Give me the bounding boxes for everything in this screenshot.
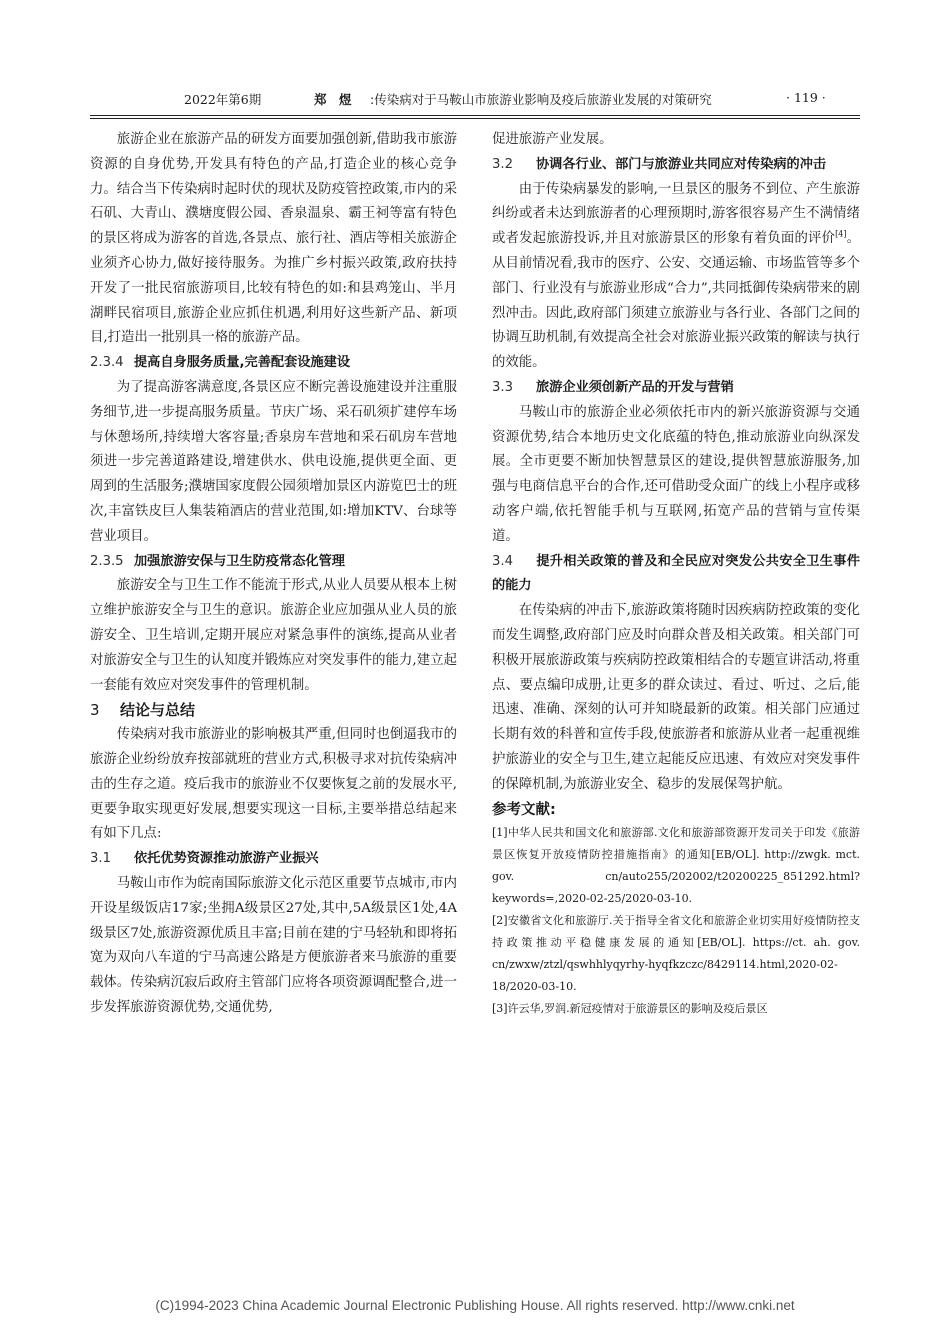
references-heading: 参考文献: (492, 801, 556, 818)
paragraph: 旅游安全与卫生工作不能流于形式,从业人员要从根本上树立维护旅游安全与卫生的意识。旅游企业应加强从业人员的旅游安全、卫生培训,定期开展应对紧急事件的演练,提高从业者对旅游安全与卫生的认知度并锻炼应对突发事件的能力,建立起一套能有效应对突发事件的管理机制。 (90, 578, 457, 693)
section-number: 2.3.5 (90, 553, 124, 569)
section-number: 3.4 (492, 553, 513, 569)
paragraph: 马鞍山市作为皖南国际旅游文化示范区重要节点城市,市内开设星级饭店17家;坐拥A级景区27处,其中,5A级景区1处,4A级景区7处,旅游资源优质且丰富;目前在建的宁马轻轨和即将拓宽为双向八车道的宁马高速公路是方便旅游者来马旅游的重要载体。传染病沉寂后政府主管部门应将各项资源调配整合,进一步发挥旅游资源优势,交通优势, (90, 875, 457, 1015)
paragraph-text: 由于传染病暴发的影响,一旦景区的服务不到位、产生旅游纠纷或者未达到旅游者的心理预期时,游客很容易产生不满情绪或者发起旅游投诉,并且对旅游景区的形象有着负面的评价 (492, 181, 860, 247)
left-column (90, 128, 457, 1021)
section-number: 2.3.4 (90, 355, 124, 371)
section-title: 旅游企业须创新产品的开发与营销 (536, 379, 734, 395)
paragraph: 在传染病的冲击下,旅游政策将随时因疾病防控政策的变化而发生调整,政府部门应及时向群众普及相关政策。相关部门可积极开展旅游政策与疾病防控政策相结合的专题宣讲活动,将重点、要点编印成册,让更多的群众读过、看过、听过、之后,能迅速、准确、深刻的认可并知晓最新的政策。相关部门应通过长期有效的科普和宣传手段,使旅游者和旅游从业者一起重视维护旅游业的安全与卫生,建立起能反应迅速、有效应对突发事件的保障机制,为旅游业安全、稳步的发展保驾护航。 (492, 603, 860, 792)
paragraph: 传染病对我市旅游业的影响极其严重,但同时也倒逼我市的旅游企业纷纷放弃按部就班的营业方式,积极寻求对抗传染病冲击的生存之道。疫后我市的旅游业不仅要恢复之前的发展水平,更要争取实现更好发展,想要实现这一目标,主要举措总结起来有如下几点: (90, 727, 457, 842)
section-title: 依托优势资源推动旅游产业振兴 (134, 851, 319, 867)
section-heading-3-2 (492, 153, 860, 178)
paragraph: 马鞍山市的旅游企业必须依托市内的新兴旅游资源与交通资源优势,结合本地历史文化底蕴的特色,推动旅游业向纵深发展。全市更要不断加快智慧景区的建设,提供智慧旅游服务,加强与电商信息平台的合作,还可借助受众面广的线上小程序或移动客户端,依托智能手机与互联网,拓宽产品的营销与宣传渠道。 (492, 404, 860, 544)
header-rule-top (90, 115, 860, 116)
section-heading-2-3-4 (90, 351, 457, 376)
header-author: 郑 煜 (314, 92, 352, 107)
section-number: 3.2 (492, 156, 513, 172)
section-number: 3.1 (90, 851, 111, 867)
paragraph: 为了提高游客满意度,各景区应不断完善设施建设并注重服务细节,进一步提高服务质量。节庆广场、采石矶须扩建停车场与休憩场所,持续增大客容量;香泉房车营地和采石矶房车营地须进一步完善道路建设,增建供水、供电设施,提供更全面、更周到的生活服务;濮塘国家度假公园须增加景区内游览巴士的班次,丰富铁皮巨人集装箱酒店的营业范围,如:增加KTV、台球等营业项目。 (90, 379, 457, 544)
section-heading-3-4 (492, 550, 860, 600)
page-number: · 119 · (786, 90, 826, 105)
section-heading-3-1 (90, 847, 457, 872)
journal-issue: 2022年第6期 (184, 92, 262, 107)
section-number: 3 (90, 701, 100, 720)
citation-4[interactable]: [4] (835, 229, 847, 239)
section-heading-3-3 (492, 376, 860, 401)
section-title: 加强旅游安保与卫生防疫常态化管理 (134, 553, 345, 569)
reference-item: [2]安徽省文化和旅游厅.关于指导全省文化和旅游企业切实用好疫情防控支持政策推动平稳健康发展的通知[EB/OL]. https://ct. ah. gov. cn/zwxw/ztzl/qswhhlyqyrhy-hyqfkzczc/8429114.html,2020-02-18/2020-03-10. (492, 914, 860, 994)
paragraph-continued: 促进旅游产业发展。 (492, 132, 613, 147)
section-heading-2-3-5 (90, 550, 457, 575)
section-title: 协调各行业、部门与旅游业共同应对传染病的冲击 (536, 156, 827, 172)
references-list (492, 822, 860, 1020)
paragraph (492, 178, 860, 376)
header-rule-bottom (90, 118, 860, 119)
right-column (492, 128, 860, 1020)
section-title: 提升相关政策的普及和全民应对突发公共安全卫生事件的能力 (492, 553, 860, 594)
section-title: 结论与总结 (120, 701, 196, 720)
section-number: 3.3 (492, 379, 513, 395)
section-heading-3 (90, 698, 457, 723)
reference-item: [1]中华人民共和国文化和旅游部.文化和旅游部资源开发司关于印发《旅游景区恢复开放疫情防控措施指南》的通知[EB/OL]. http://zwgk. mct. gov. cn/auto255/202002/t20200225_851292.html? keywords=,2020-02-25/2020-03-10. (492, 826, 860, 906)
section-title: 提高自身服务质量,完善配套设施建设 (134, 355, 351, 371)
copyright-footer: (C)1994-2023 China Academic Journal Electronic Publishing House. All rights reserved. http://www.cnki.net (155, 1298, 795, 1313)
page-header (0, 90, 950, 112)
paragraph: 旅游企业在旅游产品的研发方面要加强创新,借助我市旅游资源的自身优势,开发具有特色的产品,打造企业的核心竞争力。结合当下传染病时起时伏的现状及防疫管控政策,市内的采石矶、大青山、濮塘度假公园、香泉温泉、霸王祠等富有特色的景区将成为游客的首选,各景点、旅行社、酒店等相关旅游企业须齐心协力,做好接待服务。为推广乡村振兴政策,政府扶持开发了一批民宿旅游项目,比较有特色的如:和县鸡笼山、半月湖畔民宿项目,旅游企业应抓住机遇,利用好这些新产品、新项目,打造出一批别具一格的旅游产品。 (90, 132, 457, 346)
reference-item: [3]许云华,罗润.新冠疫情对于旅游景区的影响及疫后景区 (492, 1002, 768, 1016)
paragraph-text: 。从目前情况看,我市的医疗、公安、交通运输、市场监管等多个部门、行业没有与旅游业形成“合力”,共同抵御传染病带来的剧烈冲击。因此,政府部门须建立旅游业与各行业、各部门之间的协调互助机制,有效提高全社会对旅游业振兴政策的解读与执行的效能。 (492, 231, 861, 371)
header-title: :传染病对于马鞍山市旅游业影响及疫后旅游业发展的对策研究 (370, 92, 712, 107)
